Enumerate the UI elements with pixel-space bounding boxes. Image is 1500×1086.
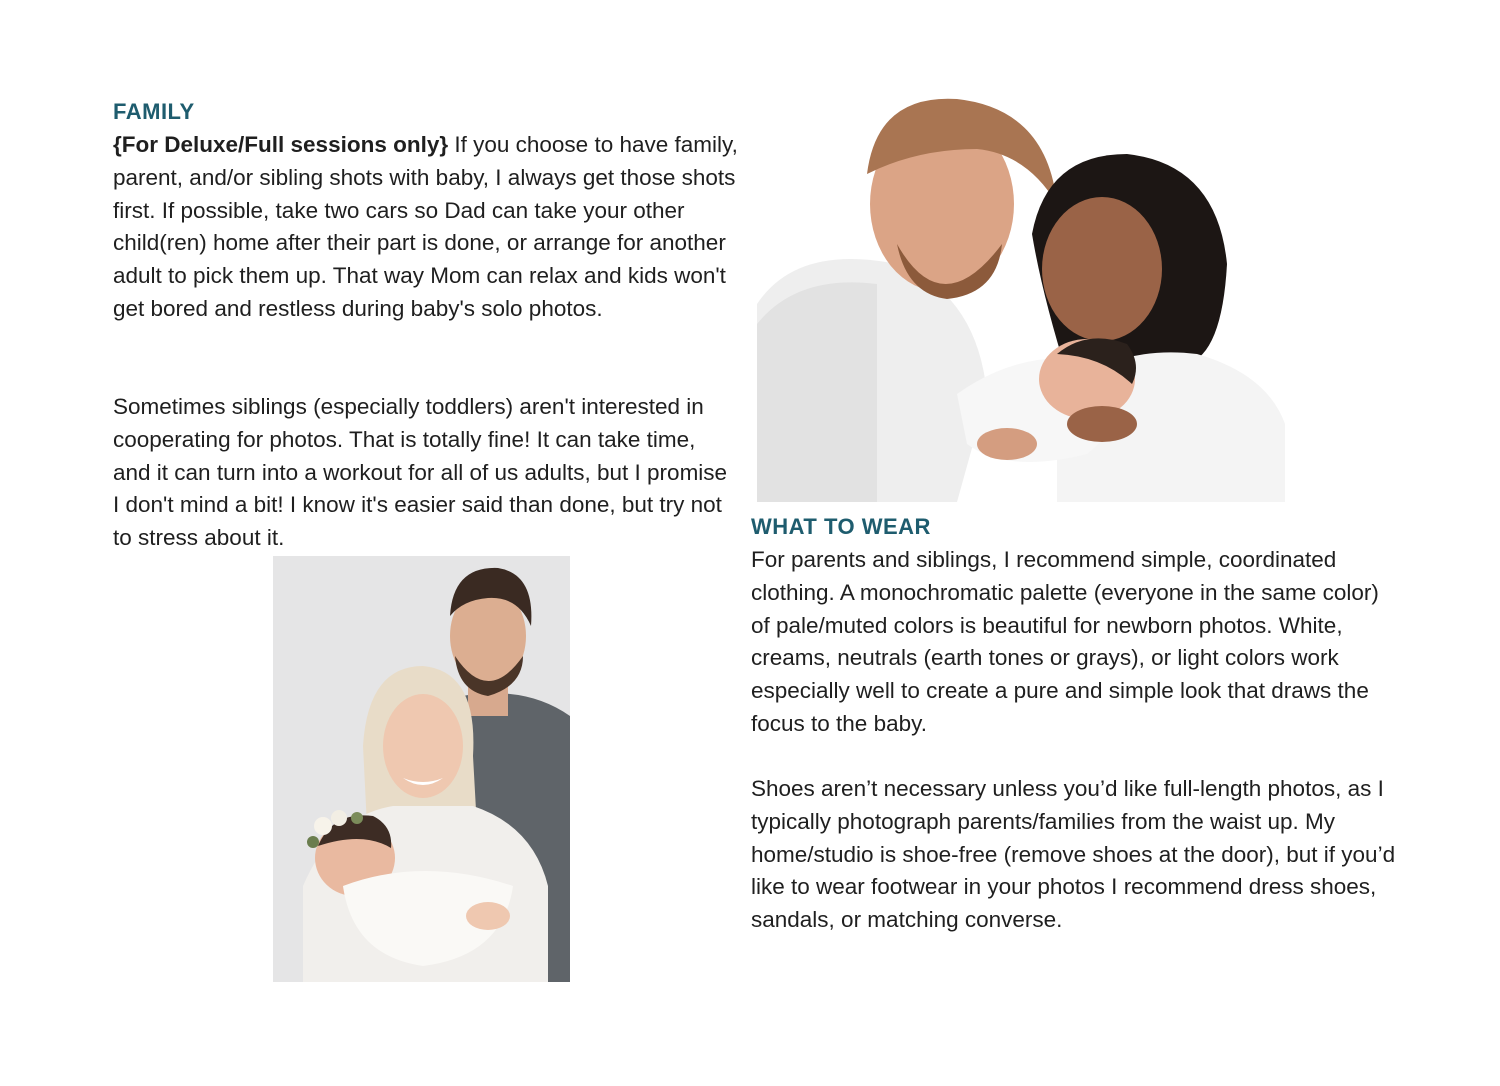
family-intro-bold: {For Deluxe/Full sessions only} [113, 132, 449, 157]
family-heading: FAMILY [113, 99, 195, 124]
family-intro-text: If you choose to have family, parent, and/or sibling shots with baby, I always get those shots first. If possible, take two cars so Dad can take your other child(ren) home after their part is done, or arrange for another adult to pick them up. That way Mom can relax and kids won't get bored and restless during baby's solo photos. [113, 132, 738, 321]
family-paragraph-2: Sometimes siblings (especially toddlers) aren't interested in cooperating for photos. That is totally fine! It can take time, and it can turn into a workout for all of us adults, but I promise I don't mind a bit! I know it's easier said than done, but try not to stress about it. [113, 394, 728, 551]
family-portrait-photo [273, 556, 570, 982]
what-to-wear-paragraph-2: Shoes aren’t necessary unless you’d like full-length photos, as I typically photograph parents/families from the waist up. My home/studio is shoe-free (remove shoes at the door), but if you’d like to wear footwear in your photos I recommend dress shoes, sandals, or matching converse. [751, 776, 1396, 933]
family-paragraph-1 [113, 129, 743, 326]
couple-newborn-photo [757, 94, 1285, 502]
what-to-wear-heading: WHAT TO WEAR [751, 514, 931, 539]
what-to-wear-paragraph-1: For parents and siblings, I recommend simple, coordinated clothing. A monochromatic palette (everyone in the same color) of pale/muted colors is beautiful for newborn photos. White, creams, neutrals (earth tones or grays), or light colors work especially well to create a pure and simple look that draws the focus to the baby. [751, 547, 1379, 736]
